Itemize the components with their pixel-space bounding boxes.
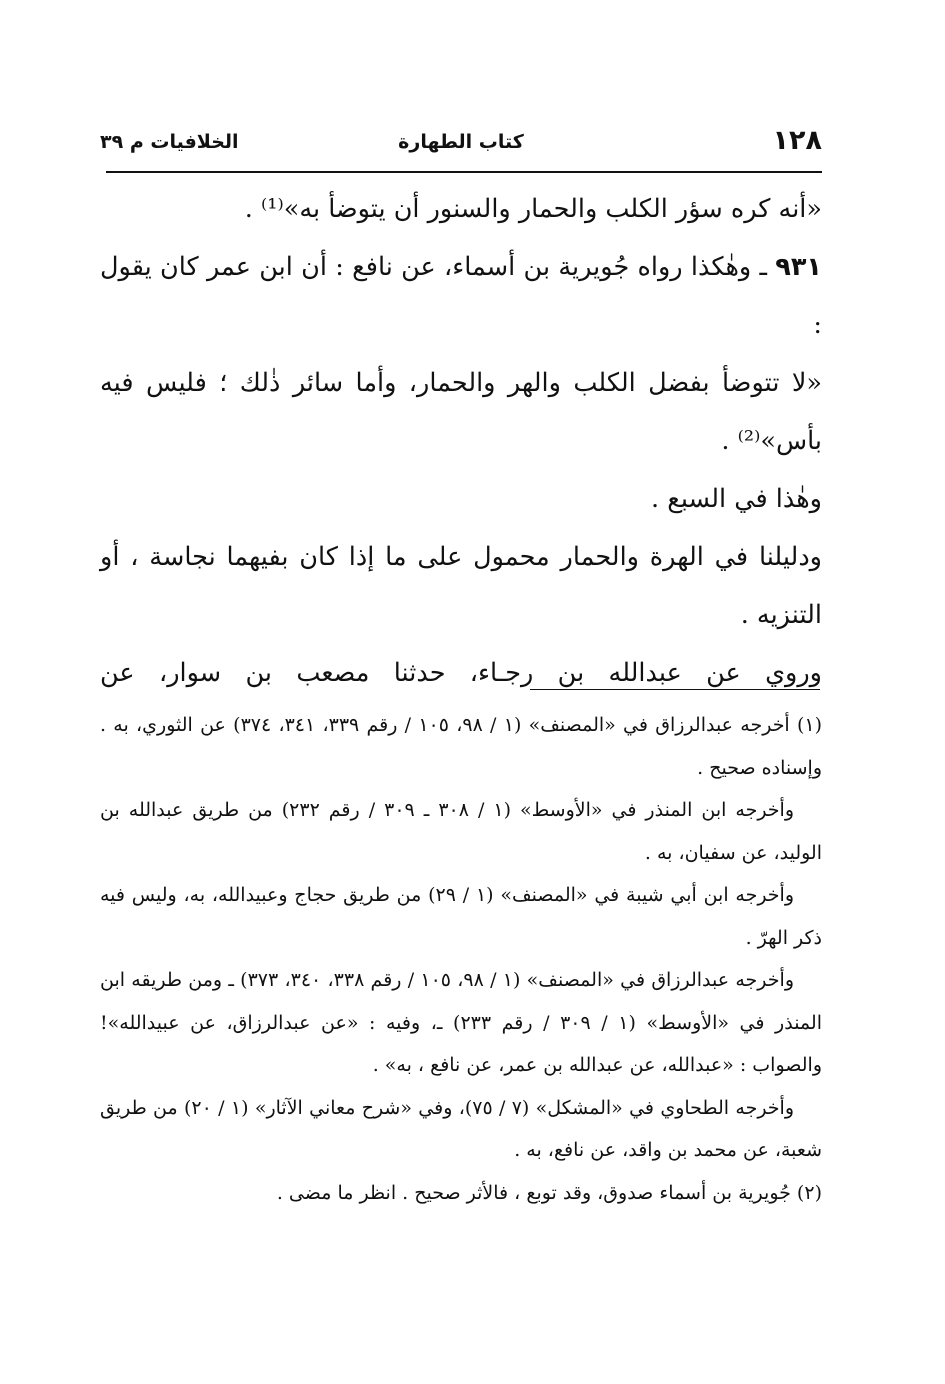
narration-text: ـ وهٰكذا رواه جُويرية بن أسماء، عن نافع : أن ابن عمر كان يقول : bbox=[100, 252, 822, 340]
narration-paragraph bbox=[100, 238, 822, 354]
footnote-2: (٢) جُويرية بن أسماء صدوق، وقد توبع ، فالأثر صحيح . انظر ما مضى . bbox=[276, 1181, 822, 1204]
footnote-1-para-2: وأخرجه ابن المنذر في «الأوسط» (١ / ٣٠٨ ـ ٣٠٩ / رقم ٢٣٢) من طريق عبدالله بن الوليد، عن سفيان، به . bbox=[100, 799, 822, 864]
footnote-1-para-4: وأخرجه عبدالرزاق في «المصنف» (١ / ٩٨، ١٠٥ / رقم ٣٣٨، ٣٤٠، ٣٧٣) ـ ومن طريقه ابن المنذر في «الأوسط» (١ / ٣٠٩ / رقم ٢٣٣) ـ، وفيه : «عن عبدالرزاق، عن عبيدالله»! والصواب : «عبدالله، عن عبدالله بن عمر، عن نافع ، به» . bbox=[100, 969, 822, 1076]
comment-paragraph: وهٰذا في السبع . bbox=[651, 484, 822, 514]
page-number: ١٢٨ bbox=[772, 125, 822, 156]
narration-start-paragraph: وروي عن عبدالله بن رجـاء، حدثنا مصعب بن سوار، عن bbox=[100, 658, 822, 688]
narration-number: ٩٣١ bbox=[775, 252, 822, 282]
quote-paragraph: «لا تتوضأ بفضل الكلب والهر والحمار، وأما سائر ذٰلك ؛ فليس فيه بأس»⁽²⁾ . bbox=[100, 368, 822, 456]
header-rule bbox=[106, 171, 822, 173]
main-text bbox=[100, 180, 822, 702]
footnote-1-para-3: وأخرجه ابن أبي شيبة في «المصنف» (١ / ٢٩) من طريق حجاج وعبيدالله، به، وليس فيه ذكر الهرّ . bbox=[100, 884, 822, 949]
footnote-1-para-5: وأخرجه الطحاوي في «المشكل» (٧ / ٧٥)، وفي «شرح معاني الآثار» (١ / ٢٠) من طريق شعبة، عن محمد بن واقد، عن نافع، به . bbox=[100, 1096, 822, 1161]
footnote-1: (١) أخرجه عبدالرزاق في «المصنف» (١ / ٩٨، ١٠٥ / رقم ٣٣٩، ٣٤١، ٣٧٤) عن الثوري، به . وإسناده صحيح . bbox=[100, 714, 823, 779]
quote-continuation: «أنه كره سؤر الكلب والحمار والسنور أن يتوضأ به»⁽¹⁾ . bbox=[244, 194, 822, 224]
footnote-separator bbox=[530, 689, 820, 690]
signature-mark: الخلافيات م ٣٩ bbox=[100, 131, 239, 153]
running-title: كتاب الطهارة bbox=[398, 131, 524, 153]
running-header bbox=[100, 122, 822, 162]
footnotes bbox=[100, 704, 822, 1214]
argument-paragraph: ودليلنا في الهرة والحمار محمول على ما إذا كان بفيهما نجاسة ، أو التنزيه . bbox=[100, 542, 822, 630]
